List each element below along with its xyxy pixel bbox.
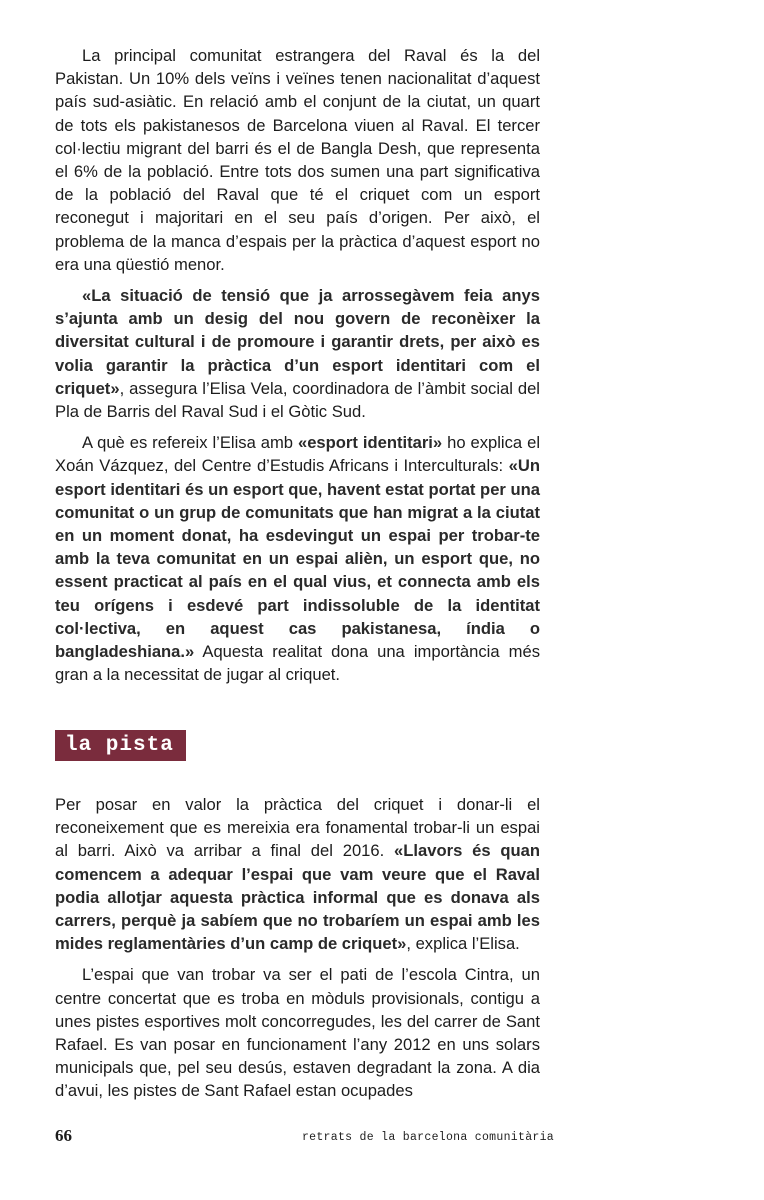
quote-text: «Llavors és quan comencem a adequar l’espai que vam veure que el Raval podia allotjar aquesta pràctica informal que es donava als carrers, perquè ja sabíem que no trobaríem un espai amb les mides reglamentàries d’un camp de criquet» bbox=[55, 841, 540, 954]
paragraph-text: L’espai que van trobar va ser el pati de l’escola Cintra, un centre concertat que es troba en mòduls provisionals, contigu a unes pistes esportives molt concorregudes, les del carrer de Sant Rafael. Es van posar en funcionament l’any 2012 en uns solars municipals que, pel seu desús, estaven degradant la zona. A dia d’avui, les pistes de Sant Rafael estan ocupades bbox=[55, 965, 540, 1101]
body-text-bottom bbox=[55, 793, 540, 1103]
section-heading: la pista bbox=[55, 730, 186, 761]
paragraph-text: , assegura l’Elisa Vela, coordinadora de l’àmbit social del Pla de Barris del Raval Sud i el Gòtic Sud. bbox=[55, 378, 540, 422]
paragraph-text: Aquesta realitat dona una importància més gran a la necessitat de jugar al criquet. bbox=[55, 642, 540, 685]
paragraph-text: Per posar en valor la pràctica del criquet i donar-li el reconeixement que es mereixia era fonamental trobar-li un espai al barri. Això va arribar a final del 2016. bbox=[55, 795, 540, 861]
paragraph-cintra-school bbox=[55, 963, 540, 1102]
paragraph-text: , explica l’Elisa. bbox=[406, 934, 520, 954]
paragraph-elisa-quote bbox=[55, 284, 540, 423]
paragraph-identity-sport bbox=[55, 431, 540, 686]
paragraph-text: ho explica el Xoán Vázquez, del Centre d’Estudis Africans i Interculturals: bbox=[55, 433, 541, 476]
quote-text: «esport identitari» bbox=[297, 433, 443, 453]
paragraph-text: La principal comunitat estrangera del Raval és la del Pakistan. Un 10% dels veïns i veïnes tenen nacionalitat d’aquest país sud-asiàtic. En relació amb el conjunt de la ciutat, un quart de tots els pakistanesos de Barcelona viuen al Raval. El tercer col·lectiu migrant del barri és el de Bangla Desh, que representa el 6% de la població. Entre tots dos sumen una part significativa de la població del Raval que té el criquet com un esport reconegut i majoritari en el seu país d’origen. Per això, el problema de la manca d’espais per la pràctica d’aquest esport no era una qüestió menor. bbox=[55, 46, 540, 274]
quote-text: «La situació de tensió que ja arrossegàvem feia anys s’ajunta amb un desig del nou govern de reconèixer la diversitat cultural i de promoure i garantir drets, per això es volia garantir la pràctica d’un esport identitari com el criquet» bbox=[55, 286, 540, 398]
paragraph-pakistan-community bbox=[55, 44, 540, 276]
running-footer-title: retrats de la barcelona comunitària bbox=[301, 1131, 554, 1144]
quote-text: «Un esport identitari és un esport que, havent estat portat per una comunitat o un grup de comunitats que han migrat a la ciutat en un moment donat, ha esdevingut un espai per trobar-te amb la teva comunitat en un espai alièn, un esport que, no essent practicat al país en el qual vius, et connecta amb els teu orígens i esdevé part indissoluble de la identitat col·lectiva, en aquest cas pakistanesa, índia o bangladeshiana.» bbox=[55, 456, 540, 662]
paragraph-cricket-space bbox=[55, 793, 540, 955]
page-number: 66 bbox=[55, 1126, 72, 1145]
paragraph-text: A què es refereix l’Elisa amb bbox=[82, 433, 298, 453]
body-text-top bbox=[55, 44, 540, 686]
